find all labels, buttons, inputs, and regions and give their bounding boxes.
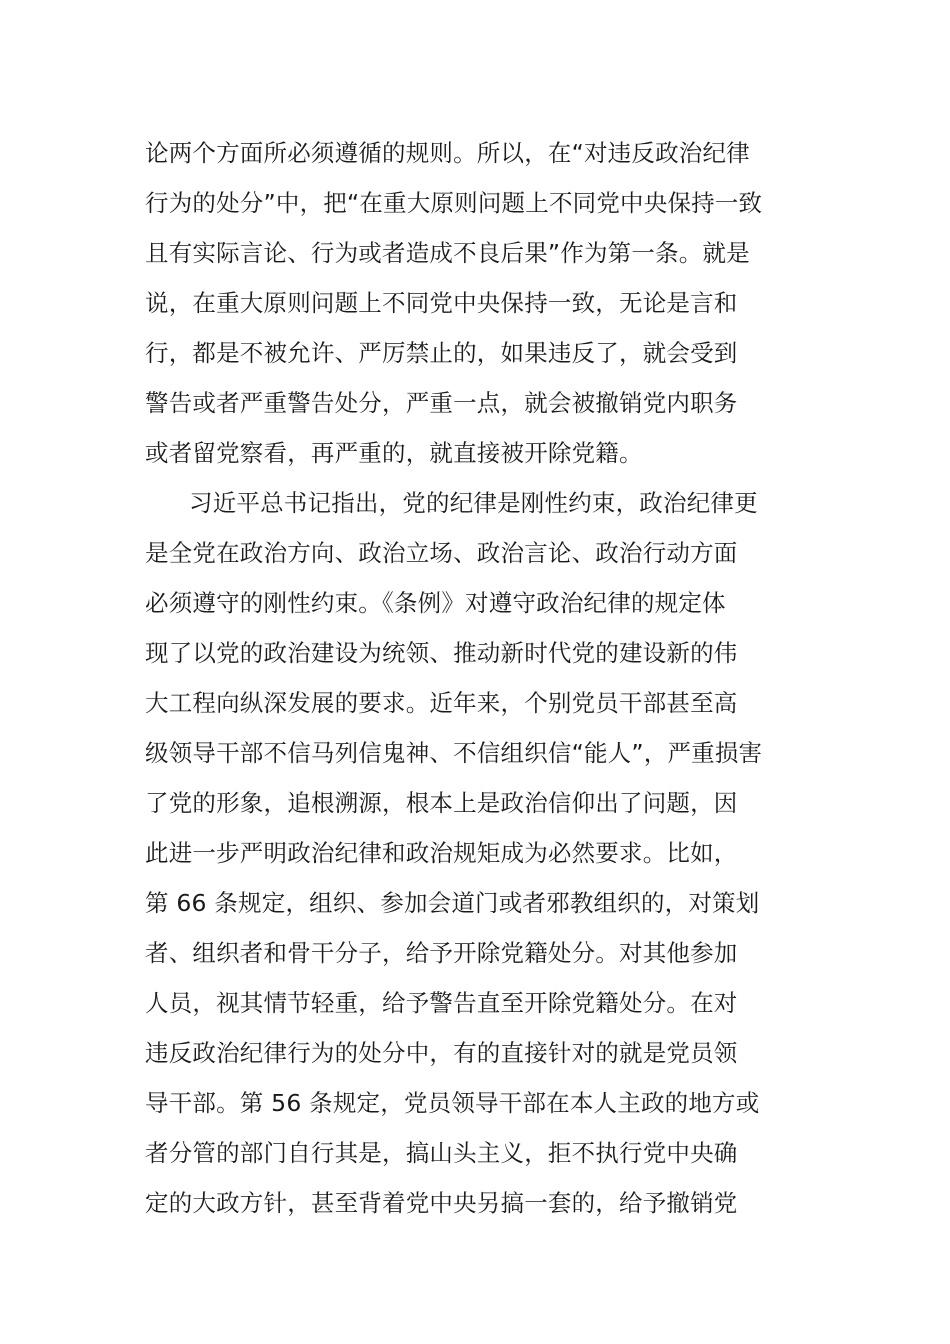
paragraph-line: 习近平总书记指出，党的纪律是刚性约束，政治纪律更	[189, 489, 758, 517]
paragraph-line: 说，在重大原则问题上不同党中央保持一致，无论是言和	[145, 289, 738, 317]
paragraph-line: 警告或者严重警告处分，严重一点，就会被撤销党内职务	[145, 389, 738, 417]
paragraph-line: 行为的处分”中，把“在重大原则问题上不同党中央保持一致	[145, 189, 763, 217]
paragraph-line: 论两个方面所必须遵循的规则。所以，在“对违反政治纪律	[145, 139, 750, 167]
paragraph-line: 定的大政方针，甚至背着党中央另搞一套的，给予撤销党	[145, 1189, 738, 1217]
paragraph-line: 或者留党察看，再严重的，就直接被开除党籍。	[145, 439, 643, 467]
paragraph-line: 违反政治纪律行为的处分中，有的直接针对的就是党员领	[145, 1039, 738, 1067]
paragraph-1	[145, 128, 825, 478]
paragraph-line: 且有实际言论、行为或者造成不良后果”作为第一条。就是	[145, 239, 750, 267]
paragraph-line: 人员，视其情节轻重，给予警告直至开除党籍处分。在对	[145, 989, 738, 1017]
paragraph-line: 者分管的部门自行其是，搞山头主义，拒不执行党中央确	[145, 1139, 738, 1167]
paragraph-line: 第 66 条规定，组织、参加会道门或者邪教组织的，对策划	[145, 889, 760, 917]
paragraph-line: 级领导干部不信马列信鬼神、不信组织信“能人”，严重损害	[145, 739, 763, 767]
paragraph-line: 行，都是不被允许、严厉禁止的，如果违反了，就会受到	[145, 339, 738, 367]
paragraph-line: 是全党在政治方向、政治立场、政治言论、政治行动方面	[145, 539, 738, 567]
paragraph-line: 此进一步严明政治纪律和政治规矩成为必然要求。比如，	[145, 839, 738, 867]
paragraph-line: 大工程向纵深发展的要求。近年来，个别党员干部甚至高	[145, 689, 738, 717]
paragraph-2	[145, 478, 825, 1228]
paragraph-line: 导干部。第 56 条规定，党员领导干部在本人主政的地方或	[145, 1089, 760, 1117]
paragraph-line: 现了以党的政治建设为统领、推动新时代党的建设新的伟	[145, 639, 738, 667]
paragraph-line: 者、组织者和骨干分子，给予开除党籍处分。对其他参加	[145, 939, 738, 967]
paragraph-line: 必须遵守的刚性约束。《条例》对遵守政治纪律的规定体	[145, 589, 726, 617]
paragraph-line: 了党的形象，追根溯源，根本上是政治信仰出了问题，因	[145, 789, 738, 817]
document-body	[145, 128, 825, 1228]
